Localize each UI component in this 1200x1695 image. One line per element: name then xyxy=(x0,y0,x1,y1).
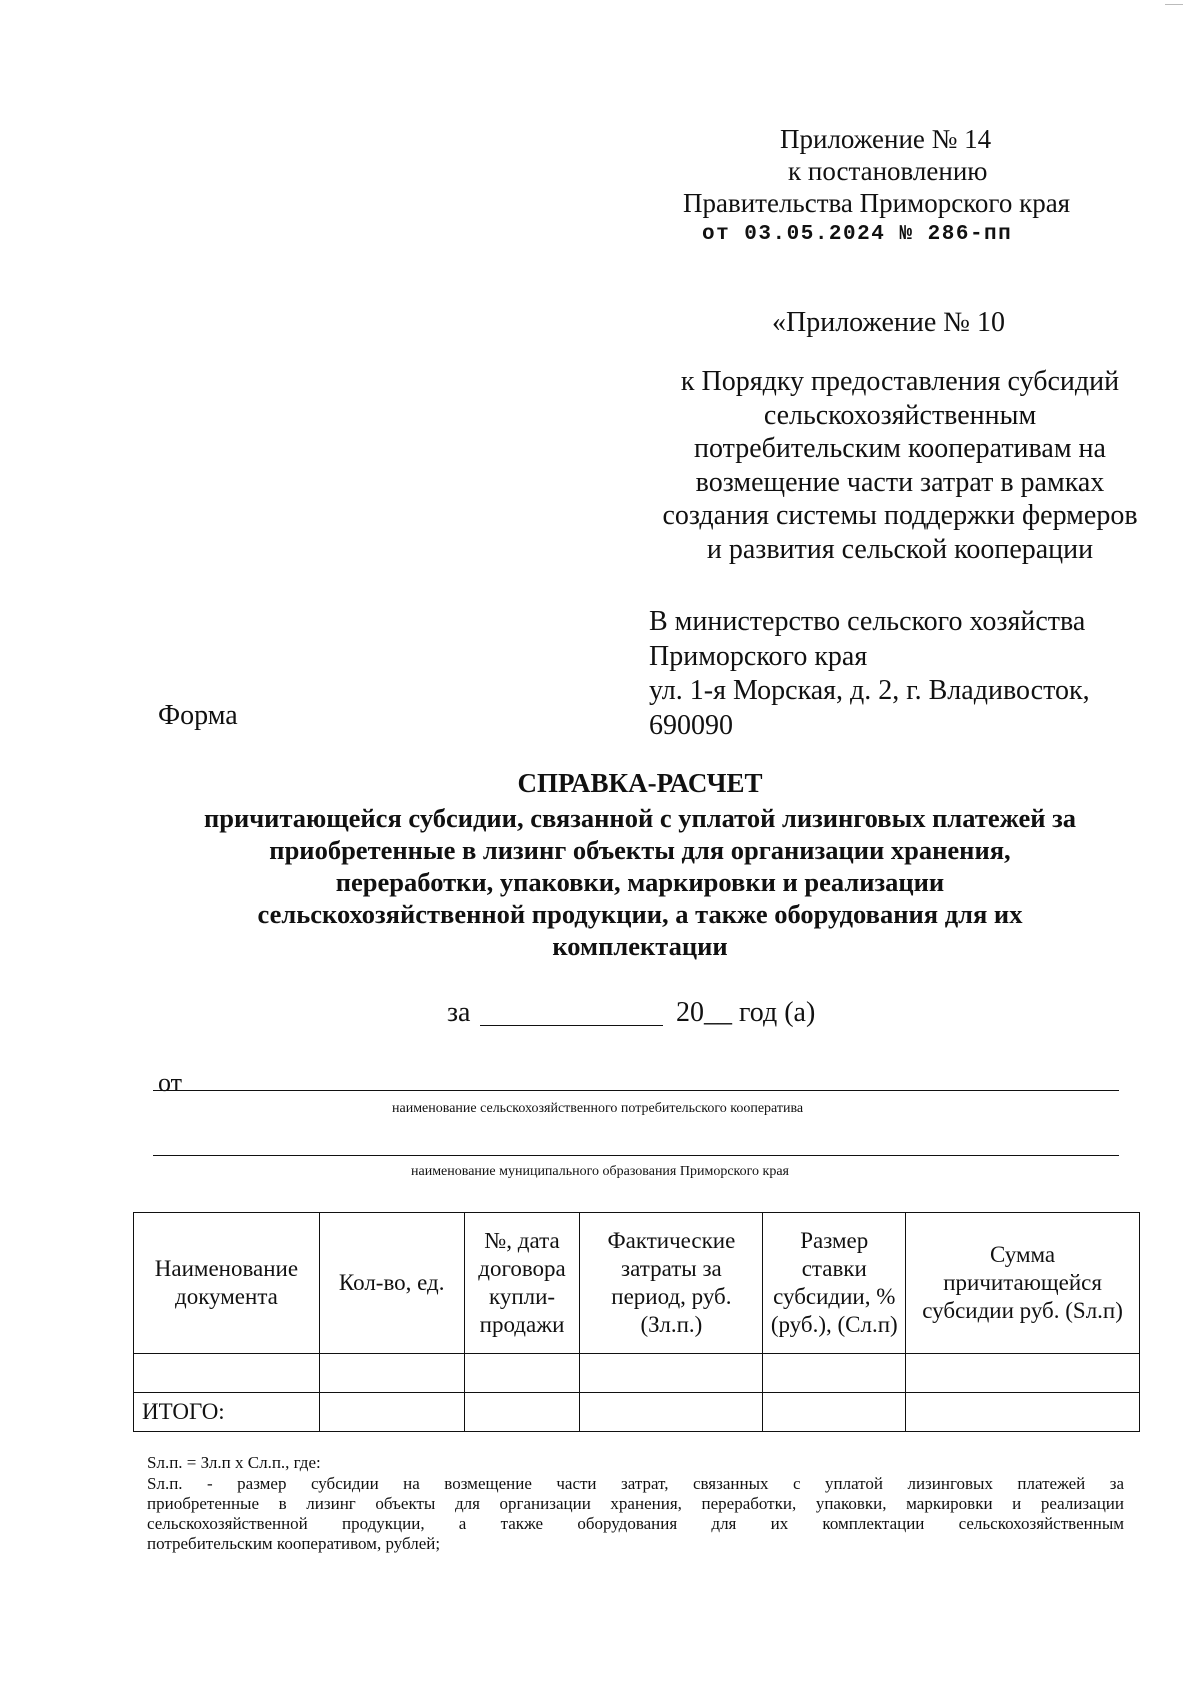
address-line: В министерство сельского хозяйства xyxy=(649,606,1086,637)
footnote-line: потребительским кооперативом, рублей; xyxy=(147,1534,441,1553)
appendix-title: «Приложение № 10 xyxy=(772,307,1005,338)
from-label: от xyxy=(158,1068,183,1097)
table-row xyxy=(134,1354,1140,1393)
table-cell[interactable] xyxy=(763,1393,906,1432)
subtitle-line: комплектации xyxy=(552,931,728,961)
table-header-row xyxy=(134,1213,1140,1354)
subsidy-table xyxy=(133,1212,1140,1432)
cooperative-caption: наименование сельскохозяйственного потребительского кооператива xyxy=(392,1101,804,1116)
document-subtitle xyxy=(130,802,1150,962)
footnote-line: Sл.п. - размер субсидии на возмещение части затрат, связанных с уплатой лизинговых платежей за xyxy=(147,1474,1124,1493)
table-total-row xyxy=(134,1393,1140,1432)
municipality-name-line[interactable] xyxy=(153,1155,1119,1156)
address-line: ул. 1-я Морская, д. 2, г. Владивосток, xyxy=(649,675,1090,706)
subtitle-line: причитающейся субсидии, связанной с уплатой лизинговых платежей за xyxy=(203,803,1077,833)
footnote-line: сельскохозяйственной продукции, а также оборудования для их комплектации сельскохозяйственным xyxy=(147,1514,1124,1533)
period-blank-line[interactable] xyxy=(480,1025,663,1026)
table-cell[interactable] xyxy=(319,1393,464,1432)
form-label: Форма xyxy=(158,700,238,731)
document-title: СПРАВКА-РАСЧЕТ xyxy=(517,768,763,798)
header-actual-costs: Фактические затраты за период, руб. (Зл.п.) xyxy=(580,1213,763,1354)
table-cell[interactable] xyxy=(464,1354,580,1393)
subtitle-line: приобретенные в лизинг объекты для организации хранения, xyxy=(269,835,1011,865)
formula-explanation xyxy=(147,1474,1124,1554)
appendix-line: сельскохозяйственным xyxy=(763,399,1037,431)
address-line: 690090 xyxy=(649,709,733,741)
header-appendix-number: Приложение № 14 xyxy=(780,124,992,154)
header-subsidy-amount: Сумма причитающейся субсидии руб. (Sл.п) xyxy=(906,1213,1140,1354)
appendix-description xyxy=(640,365,1160,566)
table-cell[interactable] xyxy=(906,1393,1140,1432)
scan-artifact xyxy=(1165,4,1183,5)
address-line: Приморского края xyxy=(649,640,868,672)
appendix-line: к Порядку предоставления субсидий xyxy=(680,366,1120,397)
total-label: ИТОГО: xyxy=(134,1393,320,1432)
formula: Sл.п. = Зл.п х Сл.п., где: xyxy=(147,1453,321,1472)
table-cell[interactable] xyxy=(319,1354,464,1393)
subtitle-line: сельскохозяйственной продукции, а также оборудования для их xyxy=(257,899,1023,929)
table-cell[interactable] xyxy=(580,1354,763,1393)
appendix-line: и развития сельской кооперации xyxy=(706,533,1094,565)
municipality-caption: наименование муниципального образования Приморского края xyxy=(411,1164,789,1179)
appendix-line: потребительским кооперативам на xyxy=(694,433,1106,464)
table-cell[interactable] xyxy=(580,1393,763,1432)
header-quantity: Кол-во, ед. xyxy=(319,1213,464,1354)
header-document-name: Наименование документа xyxy=(134,1213,320,1354)
period-year: 20__ год (а) xyxy=(676,997,816,1028)
table-cell[interactable] xyxy=(134,1354,320,1393)
appendix-line: возмещение части затрат в рамках xyxy=(695,466,1105,498)
table-cell[interactable] xyxy=(464,1393,580,1432)
table-cell[interactable] xyxy=(906,1354,1140,1393)
header-government: Правительства Приморского края xyxy=(683,188,1071,218)
footnote-line: приобретенные в лизинг объекты для организации хранения, переработки, упаковки, маркировки и реализации xyxy=(147,1494,1124,1513)
cooperative-name-line[interactable] xyxy=(153,1090,1119,1091)
header-contract: №, дата договора купли-продажи xyxy=(464,1213,580,1354)
table-cell[interactable] xyxy=(763,1354,906,1393)
appendix-line: создания системы поддержки фермеров xyxy=(662,500,1138,531)
decree-reference: от 03.05.2024 № 286-пп xyxy=(702,223,1013,246)
header-subsidy-rate: Размер ставки субсидии, % (руб.), (Сл.п) xyxy=(763,1213,906,1354)
subtitle-line: переработки, упаковки, маркировки и реализации xyxy=(335,867,945,897)
header-to-resolution: к постановлению xyxy=(788,156,988,186)
recipient-address xyxy=(649,605,1169,743)
period-prefix: за xyxy=(447,997,471,1028)
